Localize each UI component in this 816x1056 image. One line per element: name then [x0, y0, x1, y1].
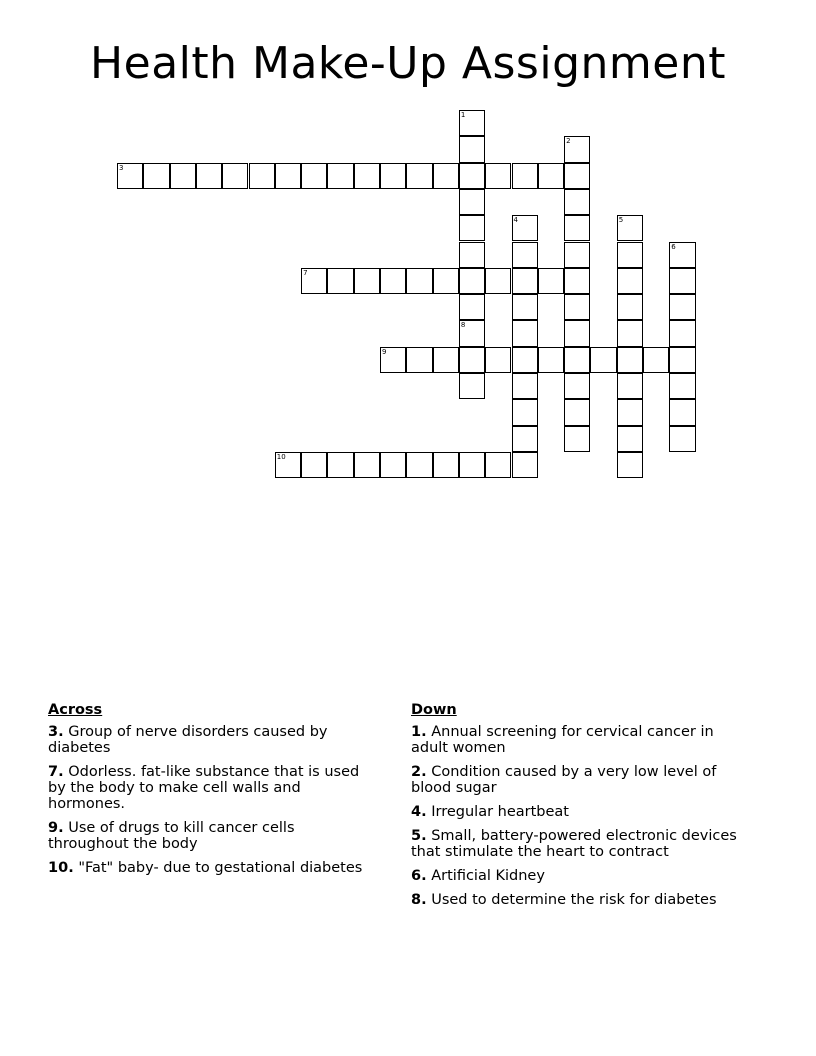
grid-cell[interactable]	[617, 347, 643, 373]
grid-cell[interactable]	[380, 163, 406, 189]
cell-number: 5	[618, 216, 624, 225]
cell-number: 3	[119, 163, 124, 172]
grid-cell[interactable]	[459, 268, 485, 294]
cell-number: 9	[382, 347, 387, 356]
clue-down-6: 6. Artificial Kidney	[411, 868, 545, 884]
grid-cell[interactable]	[512, 399, 538, 425]
grid-cell[interactable]	[538, 268, 564, 294]
clue-across-7: 7. Odorless. fat-like substance that is used by the body to make cell walls and hormones.	[48, 764, 360, 812]
grid-cell[interactable]	[406, 347, 432, 373]
grid-cell[interactable]	[354, 452, 380, 478]
grid-cell[interactable]	[564, 189, 590, 215]
grid-cell[interactable]	[354, 268, 380, 294]
grid-cell[interactable]	[512, 320, 538, 346]
clue-down-5: 5. Small, battery-powered electronic devices that stimulate the heart to contract	[411, 828, 737, 860]
grid-cell[interactable]	[485, 268, 511, 294]
grid-cell[interactable]	[617, 242, 643, 268]
cell-number: 1	[460, 111, 466, 119]
cell-number: 4	[513, 216, 518, 225]
grid-cell[interactable]	[564, 320, 590, 346]
grid-cell[interactable]	[512, 452, 538, 478]
grid-cell[interactable]	[327, 268, 353, 294]
grid-cell[interactable]	[327, 163, 353, 189]
grid-cell[interactable]	[301, 163, 327, 189]
grid-cell[interactable]	[512, 163, 538, 189]
grid-cell[interactable]	[617, 399, 643, 425]
grid-cell[interactable]	[564, 399, 590, 425]
grid-cell[interactable]	[433, 347, 459, 373]
clue-across-10: 10. "Fat" baby- due to gestational diabetes	[48, 860, 363, 876]
grid-cell[interactable]	[617, 215, 643, 241]
grid-cell[interactable]	[564, 242, 590, 268]
grid-cell[interactable]	[564, 215, 590, 241]
grid-cell[interactable]	[564, 294, 590, 320]
grid-cell[interactable]	[564, 136, 590, 162]
grid-cell[interactable]	[564, 426, 590, 452]
grid-cell[interactable]	[617, 294, 643, 320]
grid-cell[interactable]	[459, 242, 485, 268]
grid-cell[interactable]	[669, 320, 695, 346]
clue-across-9: 9. Use of drugs to kill cancer cells throughout the body	[48, 820, 295, 852]
grid-cell[interactable]	[538, 163, 564, 189]
grid-cell[interactable]	[512, 294, 538, 320]
grid-cell[interactable]	[617, 373, 643, 399]
clue-down-2: 2. Condition caused by a very low level of blood sugar	[411, 764, 717, 796]
grid-cell[interactable]	[459, 189, 485, 215]
grid-cell[interactable]	[538, 347, 564, 373]
grid-cell[interactable]	[459, 452, 485, 478]
grid-cell[interactable]	[512, 373, 538, 399]
grid-cell[interactable]	[380, 452, 406, 478]
cell-number: 10	[276, 452, 286, 461]
grid-cell[interactable]	[485, 163, 511, 189]
grid-cell[interactable]	[669, 399, 695, 425]
cell-number: 6	[671, 242, 676, 251]
grid-cell[interactable]	[485, 452, 511, 478]
grid-cell[interactable]	[459, 215, 485, 241]
grid-cell[interactable]	[643, 347, 669, 373]
grid-cell[interactable]	[512, 347, 538, 373]
grid-cell[interactable]	[196, 163, 222, 189]
grid-cell[interactable]	[669, 373, 695, 399]
grid-cell[interactable]	[669, 242, 695, 268]
grid-cell[interactable]	[590, 347, 616, 373]
grid-cell[interactable]	[512, 242, 538, 268]
grid-cell[interactable]	[406, 163, 432, 189]
grid-cell[interactable]	[117, 163, 143, 189]
grid-cell[interactable]	[512, 426, 538, 452]
across-heading: Across	[48, 702, 103, 718]
grid-cell[interactable]	[222, 163, 248, 189]
clue-down-8: 8. Used to determine the risk for diabetes	[411, 892, 717, 908]
across-clues	[48, 702, 378, 884]
grid-cell[interactable]	[406, 268, 432, 294]
grid-cell[interactable]	[170, 163, 196, 189]
grid-cell[interactable]	[512, 215, 538, 241]
grid-cell[interactable]	[459, 373, 485, 399]
grid-cell[interactable]	[327, 452, 353, 478]
grid-cell[interactable]	[433, 452, 459, 478]
grid-cell[interactable]	[301, 452, 327, 478]
grid-cell[interactable]	[301, 268, 327, 294]
grid-cell[interactable]	[380, 268, 406, 294]
cell-number: 2	[566, 137, 571, 146]
grid-cell[interactable]	[354, 163, 380, 189]
grid-cell[interactable]	[512, 268, 538, 294]
down-clues	[411, 702, 741, 916]
grid-cell[interactable]	[380, 347, 406, 373]
grid-cell[interactable]	[669, 294, 695, 320]
grid-cell[interactable]	[617, 452, 643, 478]
grid-cell[interactable]	[564, 268, 590, 294]
grid-cell[interactable]	[669, 347, 695, 373]
grid-cell[interactable]	[564, 163, 590, 189]
grid-cell[interactable]	[617, 268, 643, 294]
clue-down-1: 1. Annual screening for cervical cancer in adult women	[411, 724, 714, 756]
grid-cell[interactable]	[564, 373, 590, 399]
grid-cell[interactable]	[617, 426, 643, 452]
cell-number: 7	[303, 268, 308, 277]
grid-cell[interactable]	[275, 452, 301, 478]
grid-cell[interactable]	[275, 163, 301, 189]
grid-cell[interactable]	[669, 426, 695, 452]
page-title: Health Make-Up Assignment	[90, 38, 726, 89]
grid-cell[interactable]	[459, 163, 485, 189]
grid-cell[interactable]	[433, 163, 459, 189]
grid-cell[interactable]	[249, 163, 275, 189]
clue-down-4: 4. Irregular heartbeat	[411, 804, 569, 820]
down-heading: Down	[411, 702, 457, 718]
grid-cell[interactable]	[564, 347, 590, 373]
grid-cell[interactable]	[669, 268, 695, 294]
grid-cell[interactable]	[143, 163, 169, 189]
grid-cell[interactable]	[459, 347, 485, 373]
grid-cell[interactable]	[617, 320, 643, 346]
grid-cell[interactable]	[433, 268, 459, 294]
grid-cell[interactable]	[459, 294, 485, 320]
grid-cell[interactable]	[459, 110, 485, 136]
grid-cell[interactable]	[459, 136, 485, 162]
grid-cell[interactable]	[406, 452, 432, 478]
cell-number: 8	[460, 321, 466, 330]
grid-cell[interactable]	[485, 347, 511, 373]
clue-across-3: 3. Group of nerve disorders caused by diabetes	[48, 724, 328, 756]
grid-cell[interactable]	[459, 320, 485, 346]
